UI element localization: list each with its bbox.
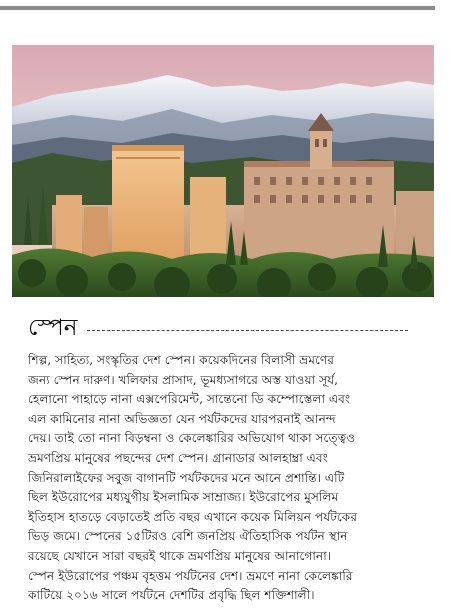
body-line: ভ্রমণপ্রিয় মানুষের পছন্দের দেশ স্পেন। গ্রানাডার আলহাম্ব্রা এবং: [28, 450, 328, 465]
body-line: দেয়। তাই তো নানা বিড়ম্বনা ও কেলেঙ্কারির অভিযোগ থাকা সত্ত্বেও: [28, 431, 356, 446]
heading-dashed-rule: [87, 330, 408, 331]
heading-row: [28, 312, 408, 344]
body-line: কাটিয়ে ২০১৬ সালে পর্যটনে দেশটির প্রবৃদ্ধি ছিল শক্তিশালী।: [28, 588, 315, 603]
body-line: শিল্প, সাহিত্য, সংস্কৃতির দেশ স্পেন। কয়েকদিনের বিলাসী ভ্রমণের: [28, 353, 334, 367]
body-line: রয়েছে যেখানে সারা বছরই থাকে ভ্রমণপ্রিয় মানুষের আনাগোনা।: [28, 548, 332, 563]
body-line: স্পেন ইউরোপের পঞ্চম বৃহত্তম পর্যটনের দেশ। ভ্রমণে নানা কেলেঙ্কারি: [28, 568, 353, 583]
article-heading: স্পেন: [28, 314, 78, 341]
alhambra-photo: [12, 45, 434, 297]
article-body: [28, 351, 428, 606]
body-line: জন্য স্পেন দারুণ। খলিফার প্রাসাদ, ভূমধ্যসাগরে অস্ত যাওয়া সূর্য,: [28, 372, 339, 387]
body-line: ইতিহাস হাতড়ে বেড়াতেই প্রতি বছর এখানে কয়েক মিলিয়ন পর্যটকের: [28, 509, 358, 524]
top-rule: [0, 6, 435, 10]
body-line: হেলানো পাহাড়ে নানা এক্সপেরিমেন্ট, সান্তেনো ডি কম্পোস্তেলা এবং: [28, 392, 351, 407]
body-line: ছিল ইউরোপের মধ্যযুগীয় ইসলামিক সাম্রাজ্য। ইউরোপের মুসলিম: [28, 490, 339, 505]
body-line: জিনিরালাইফের সবুজ বাগানটি পর্যটকদের মনে আনে প্রশান্তি। এটি: [28, 470, 345, 485]
body-line: এল কামিনোর নানা অভিজ্ঞতা যেন পর্যটকদের যারপরনাই আনন্দ: [28, 411, 336, 426]
body-line: ভিড় জমে। স্পেনের ১৫টিরও বেশি জনপ্রিয় ঐতিহাসিক পর্যটন স্থান: [28, 529, 348, 544]
